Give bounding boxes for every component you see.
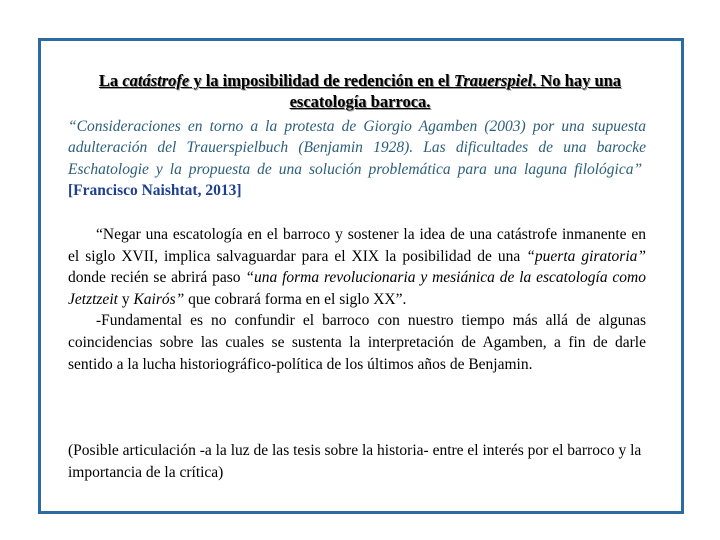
- title-text: . No hay una escatología barroca.: [289, 71, 622, 111]
- title-text: y la imposibilidad de redención en el: [189, 71, 454, 90]
- title-italic-trauerspiel: Trauerspiel: [453, 71, 533, 90]
- paragraph-2: -Fundamental es no confundir el barroco con nuestro tiempo más allá de algunas coincidencias sobre las cuales se sustenta la interpretación de Agamben, a fin de darle sentido a la lucha historiográfico-política de los últimos años de Benjamin.: [68, 312, 646, 373]
- title-text: La: [98, 71, 123, 90]
- text-span: y: [117, 290, 134, 308]
- body-text: [68, 224, 646, 375]
- closing-note: (Posible articulación -a la luz de las tesis sobre la historia- entre el interés por el barroco y la importancia de la crítica): [68, 442, 642, 481]
- quote-text: “Consideraciones en torno a la protesta de Giorgio Agamben (2003) por una supuesta adulteración del Trauerspielbuch (Benjamin 1928). Las dificultades de una barocke Eschatologie y la propuesta de una solución problemática para una laguna filológica”: [68, 118, 646, 178]
- text-span: que cobrará forma en el siglo XX”.: [184, 290, 407, 308]
- italic-span: “puerta giratoria”: [526, 247, 646, 265]
- citation-quote: [68, 116, 646, 201]
- title-italic-catastrofe: catástrofe: [122, 71, 190, 90]
- text-span: donde recién se abrirá paso: [68, 269, 246, 287]
- quote-author: [Francisco Naishtat, 2013]: [68, 181, 242, 199]
- italic-span: Kairós”: [133, 290, 185, 308]
- text-span: “Negar una escatología en el barroco y sostener la idea de una catástrofe inmanente en el siglo XVII, implica salvaguardar para el XIX la posibilidad de una: [68, 226, 646, 265]
- italic-span: “una forma revolucionaria y mesiánica de la escatología como Jetztzeit: [68, 269, 646, 308]
- slide-title: [74, 70, 646, 112]
- paragraph-1: [68, 224, 646, 310]
